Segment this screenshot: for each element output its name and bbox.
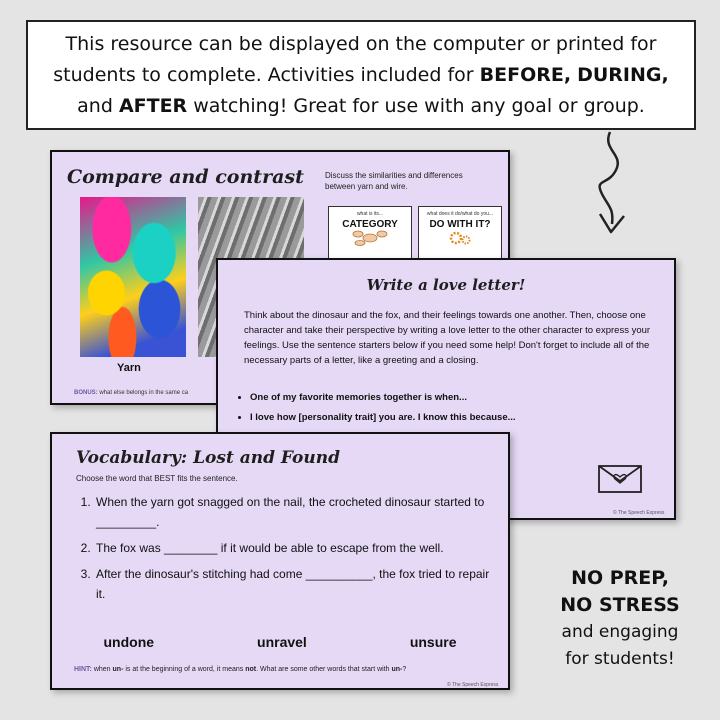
students-line: for students! [565, 649, 675, 669]
discussion-text: Discuss the similarities and differences between yarn and wire. [325, 171, 463, 191]
word-unravel: unravel [257, 634, 307, 650]
banner-after: AFTER [118, 94, 188, 117]
instructions-text: Think about the dinosaur and the fox, and their feelings towards one another. Then, choose one character and take their perspective by writing a love letter to the other character to express your feelings. Use the sentence starters below if you need some help! Don't forget to include all of the necessary parts of a letter, like a greeting and a closing. [244, 310, 651, 366]
hint-part: is at the beginning of a word, it means [123, 666, 246, 673]
list-item: 3. After the dinosaur's stitching had come __________, the fox tried to repair it. [94, 564, 494, 604]
category-card-caption: what is its... [356, 211, 384, 217]
vocabulary-card [50, 432, 510, 690]
bonus-body: what else belongs in the same ca [97, 390, 189, 396]
yarn-photo [80, 197, 186, 357]
list-item: • I love how [personality trait] you are. I know this because... [250, 408, 670, 428]
banner-text [46, 29, 676, 122]
copyright-footer: © The Speech Express [447, 682, 499, 688]
hint-part: ? [402, 666, 407, 673]
category-card [328, 206, 412, 260]
banner-text-2: and [77, 94, 119, 117]
hint-text [74, 666, 406, 673]
no-prep-line: NO PREP, [571, 567, 669, 589]
list-item: 1. When the yarn got snagged on the nail, the crocheted dinosaur started to _________. [94, 492, 494, 532]
banner-text-3: watching! Great for use with any goal or group. [187, 94, 645, 117]
list-item: 2. The fox was ________ if it would be able to escape from the well. [94, 538, 494, 558]
category-web-icon [350, 230, 390, 246]
no-stress-line: NO STRESS [560, 594, 680, 616]
bonus-label: BONUS: [74, 390, 98, 396]
card-title: Compare and contrast [67, 166, 304, 188]
banner-during: DURING, [577, 63, 669, 86]
envelope-heart-icon [597, 464, 643, 494]
no-prep-callout [535, 565, 705, 673]
card-subtitle: Choose the word that BEST fits the sentence. [76, 474, 238, 483]
info-banner [26, 20, 696, 130]
banner-before: BEFORE, [479, 63, 572, 86]
hint-label: HINT: [74, 666, 92, 673]
banner-text-1: This resource can be displayed on the computer or printed for students to complete. Activities included for [53, 32, 657, 86]
yarn-label: Yarn [117, 362, 141, 374]
card-title: Write a love letter! [366, 276, 526, 294]
questions-list [74, 492, 494, 610]
list-item: • One of my favorite memories together is when... [250, 388, 670, 408]
function-card [418, 206, 502, 260]
function-card-label: DO WITH IT? [429, 219, 491, 230]
bonus-text [74, 390, 188, 396]
word-undone: undone [103, 634, 155, 650]
category-card-label: CATEGORY [342, 219, 398, 230]
hint-part: when [91, 666, 113, 673]
hint-not: not [245, 666, 257, 673]
card-title: Vocabulary: Lost and Found [76, 448, 340, 468]
engaging-line: and engaging [561, 622, 679, 642]
hint-prefix: un- [391, 666, 403, 673]
gears-icon [445, 230, 475, 246]
function-card-caption: what does it do/what do you... [426, 211, 494, 217]
hint-part: . What are some other words that start with [256, 666, 392, 673]
word-bank [52, 634, 508, 650]
hint-prefix: un- [112, 666, 124, 673]
word-unsure: unsure [409, 634, 457, 650]
squiggle-arrow-icon [580, 128, 650, 238]
copyright-footer: © The Speech Express [613, 510, 665, 516]
